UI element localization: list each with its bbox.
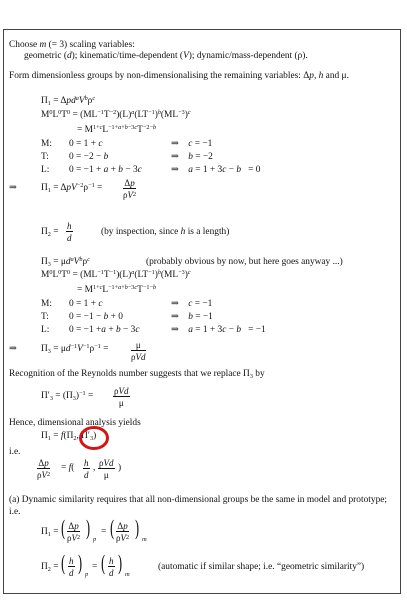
pi3-t-eq: 0 = −1 − b + 0 [69,312,123,322]
pi3-t-equation: T: [41,312,49,322]
pi3-m-eq: 0 = 1 + c [69,299,103,309]
sim1-paren-open: ( [60,517,66,541]
sim2-equals: = [92,562,98,572]
sim1-sub-m: m [142,536,147,543]
ie-label-1: i.e. [9,447,21,457]
red-circle-annotation [79,426,109,450]
pi3-l-eq: 0 = −1 +a + b − 3c [69,325,140,335]
pi3-definition: $\Pi_3 = \mu d^aV^b\rho^c$ [41,256,90,268]
pi3-aside: (probably obvious by now, but here goes anyway ...) [146,257,343,267]
pi1-l-eq: 0 = −1 + a + b − 3c [69,165,142,175]
pi1-t-eq: 0 = −2 − b [69,152,109,162]
final-close: ) [118,463,122,473]
sim1-equals: = [101,527,107,537]
final-equals: = f( [61,463,75,473]
pi3-m-equation: M: [41,299,52,309]
sim2-lhs: $\Pi_2$ = [41,562,59,573]
pi2-lhs: $\Pi_2$ = [41,227,59,238]
pi1-dimensions-combined: = $M^{1+c}L^{-1+a+b-3c}T^{-2-b}$ [77,124,157,135]
sim1-lhs: $\Pi_1$ = [41,527,59,538]
scaling-variables-line: geometric (d); kinematic/time-dependent (V); dynamic/mass-dependent (ρ). [24,51,308,61]
pi1-dimensions: $M^0L^0T^0 = (ML^{-1}T^{-2})(L)^a(LT^{-1})^b(ML^{-3})^c$ [41,109,191,120]
form-groups-line: Form dimensionless groups by non-dimensionalising the remaining variables: Δp, h and μ. [9,71,349,81]
sim1-sub-p: p [93,536,97,543]
pi3-dimensions-combined: = $M^{1+c}L^{-1+a+b-3c}T^{-1-b}$ [77,284,157,295]
hence-line: Hence, dimensional analysis yields [9,418,141,428]
pi1-m-equation: M: [41,139,52,149]
pi1-m-eq: 0 = 1 + c [69,139,103,149]
sim1-paren-close: ) [85,517,91,541]
sim2-note: (automatic if similar shape; i.e. “geometric similarity”) [158,562,365,572]
pi3-fraction: μ ρVd [131,340,146,362]
pi3-prime: $\Pi'_3 = (\Pi_3)^{-1}$ = [41,390,94,402]
implies-arrow-1: ⇒ [9,183,17,193]
pi1-definition: $\Pi_1 = \Delta pd^aV^b\rho^c$ [41,95,96,107]
pi3-result: $\Pi_3 = \mu d^{-1}V^{-1}\rho^{-1}$ = [41,343,109,355]
sim2-sub-p: p [85,571,89,578]
sim2-paren-close-m: ) [117,552,123,576]
pi1-result: $\Pi_1 = \Delta pV^{-2}\rho^{-1}$ = [41,182,103,194]
sim1-p-fraction: $\frac{\Delta p}{\rho V^2}$ [67,521,81,543]
final-reynolds: ρVd μ [99,458,114,480]
sim1-m-fraction: $\frac{\Delta p}{\rho V^2}$ [116,521,130,543]
pi3-dimensions: $M^0L^0T^0 = (ML^{-1}T^{-1})(L)^a(LT^{-1})^b(ML^{-3})^c$ [41,269,191,280]
sim2-paren-open: ( [60,552,66,576]
pi2-fraction: $\frac{h}{d}$ [67,221,72,243]
pi3-m-result: ⇒ c = −1 [171,299,213,309]
functional-relation: $\Pi_1 = f(\Pi_2$, $\Pi'_3$) [41,431,97,442]
sim2-p-fraction: $\frac{h}{d}$ [69,556,74,578]
sim1-paren-open-m: ( [109,517,115,541]
pi1-l-result: ⇒ a = 1 + 3c − b = 0 [171,165,261,175]
part-a-text: (a) Dynamic similarity requires that all non-dimensional groups be the same in model and prototype; i.e. [9,495,388,517]
sim1-paren-close-m: ) [134,517,140,541]
implies-arrow-2: ⇒ [9,344,17,354]
sim2-paren-open-m: ( [100,552,106,576]
final-lhs-fraction: $\frac{\Delta p}{\rho V^2}$ [37,458,51,480]
pi2-note: (by inspection, since h is a length) [101,227,230,237]
sim2-paren-close: ) [77,552,83,576]
pi3-prime-fraction: ρVd μ [114,386,129,408]
pi3-l-result: ⇒ a = 1 + 3c − b = −1 [171,325,266,335]
reynolds-line: Recognition of the Reynolds number suggests that we replace $\Pi_3$ by [9,369,265,380]
pi1-t-result: ⇒ b = −2 [171,152,213,162]
pi3-t-result: ⇒ b = −1 [171,312,213,322]
pi3-l-equation: L: [41,325,50,335]
sim2-sub-m: m [125,571,130,578]
pi1-fraction: $\frac{\Delta p}{\rho V^2}$ [123,178,137,200]
pi1-m-result: ⇒ c = −1 [171,139,213,149]
sim2-m-fraction: $\frac{h}{d}$ [109,556,114,578]
intro-line: Choose m (= 3) scaling variables: [9,40,135,50]
final-comma: , [93,463,96,473]
final-h-over-d: $\frac{h}{d}$ [84,458,89,480]
pi1-l-equation: L: [41,165,50,175]
pi1-t-equation: T: [41,152,49,162]
